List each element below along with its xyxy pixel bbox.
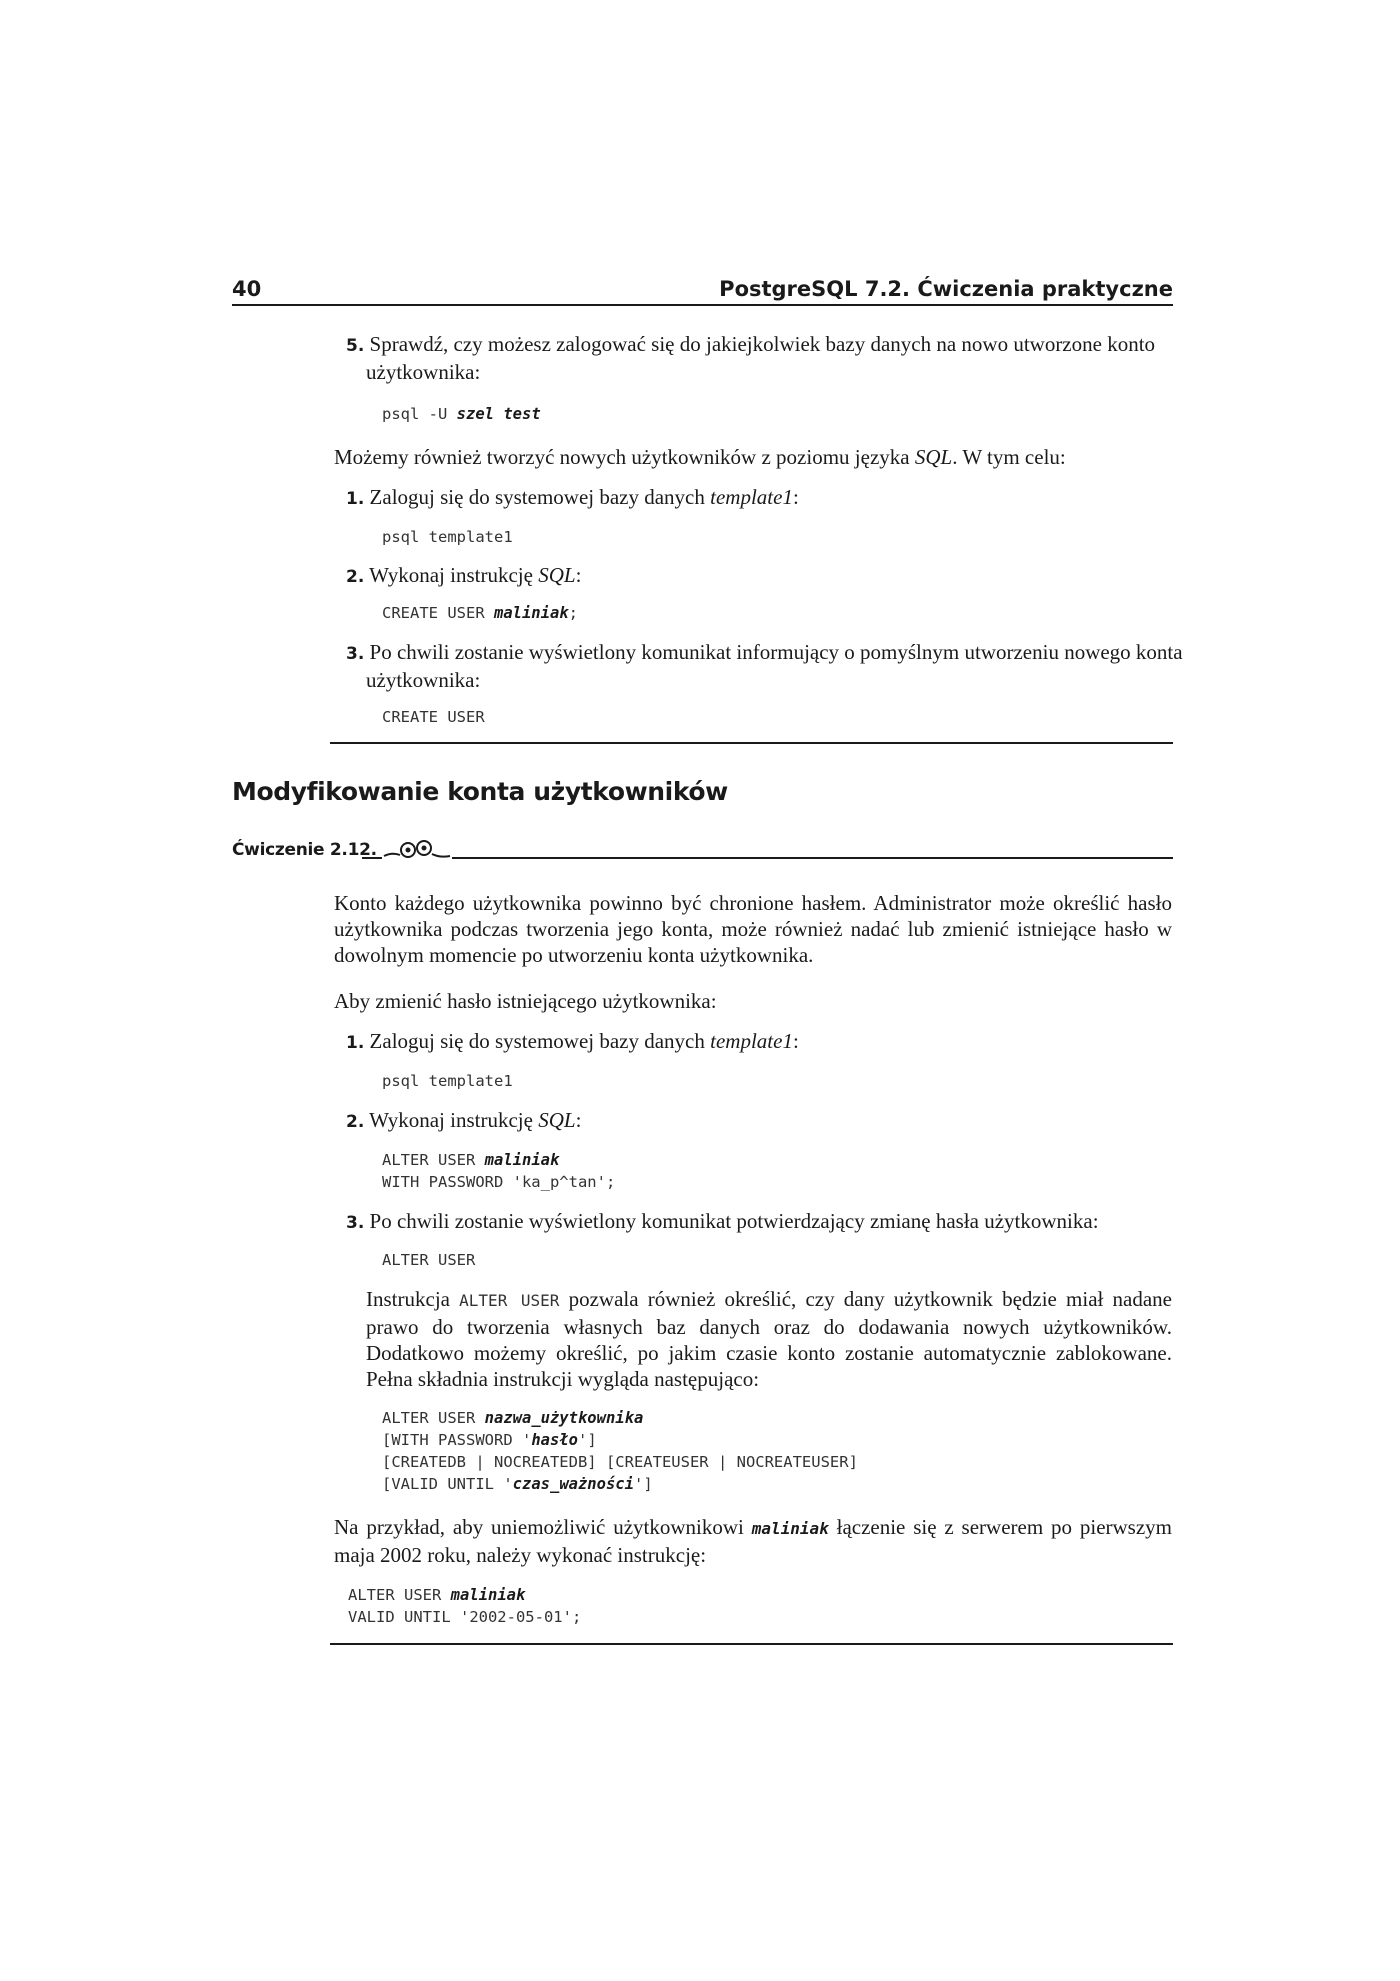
page-number: 40 bbox=[232, 277, 262, 301]
code-block-create-user: CREATE USER maliniak; bbox=[382, 604, 578, 622]
code-block-psql-template-2: psql template1 bbox=[382, 1072, 513, 1090]
running-head: PostgreSQL 7.2. Ćwiczenia praktyczne bbox=[719, 277, 1173, 301]
ornament-icon bbox=[382, 836, 452, 862]
code-block-alter-password: ALTER USER maliniak WITH PASSWORD 'ka_p^tan'; bbox=[382, 1151, 616, 1191]
code-block-alter-result: ALTER USER bbox=[382, 1251, 476, 1269]
step-text: Sprawdź, czy możesz zalogować się do jakiejkolwiek bazy danych na nowo utworzone konto użytkownika: bbox=[366, 332, 1156, 384]
exercise-rule bbox=[362, 857, 1173, 859]
code-block-syntax: ALTER USER nazwa_użytkownika [WITH PASSWORD 'hasło'] [CREATEDB | NOCREATEDB] [CREATEUSER | NOCREATEUSER] [VALID UNTIL 'czas_ważności'] bbox=[382, 1409, 858, 1493]
page-header bbox=[232, 270, 1173, 306]
code-block-psql-template: psql template1 bbox=[382, 528, 513, 546]
divider-bottom bbox=[330, 1643, 1173, 1645]
step-1-create: 1. Zaloguj się do systemowej bazy danych template1: bbox=[346, 485, 799, 509]
intro-paragraph: Możemy również tworzyć nowych użytkowników z poziomu języka SQL. W tym celu: bbox=[334, 445, 1066, 469]
step-1-alter: 1. Zaloguj się do systemowej bazy danych template1: bbox=[346, 1029, 799, 1053]
code-block-create-result: CREATE USER bbox=[382, 708, 485, 726]
exercise-label: Ćwiczenie 2.12. bbox=[232, 840, 377, 860]
section-title: Modyfikowanie konta użytkowników bbox=[232, 777, 728, 806]
step-3-create: 3. Po chwili zostanie wyświetlony komunikat informujący o pomyślnym utworzeniu nowego konta użytkownika: bbox=[346, 640, 1183, 692]
code-block-psql-user: psql -U szel test bbox=[382, 405, 541, 423]
step-2-create: 2. Wykonaj instrukcję SQL: bbox=[346, 563, 582, 587]
step-2-alter: 2. Wykonaj instrukcję SQL: bbox=[346, 1108, 582, 1132]
paragraph-change-password: Aby zmienić hasło istniejącego użytkownika: bbox=[334, 989, 717, 1013]
divider bbox=[330, 742, 1173, 744]
exercise-heading bbox=[232, 836, 1173, 866]
step-number: 5. bbox=[346, 336, 365, 356]
paragraph-intro-password: Konto każdego użytkownika powinno być chronione hasłem. Administrator może określić hasło użytkownika podczas tworzenia jego konta, może również nadać lub zmienić istniejące hasło w dowolnym momencie po utworzeniu konta użytkownika. bbox=[334, 891, 1172, 967]
step-5 bbox=[346, 331, 1190, 385]
step-3-alter: 3. Po chwili zostanie wyświetlony komunikat potwierdzający zmianę hasła użytkownika: bbox=[346, 1209, 1099, 1233]
paragraph-note: Instrukcja ALTER USER pozwala również określić, czy dany użytkownik będzie miał nadane prawo do tworzenia własnych baz danych oraz do dodawania nowych użytkowników. Dodatkowo możemy określić, po jakim czasie konto zostanie automatycznie zablokowane. Pełna składnia instrukcji wygląda następująco: bbox=[366, 1287, 1173, 1391]
paragraph-example: Na przykład, aby uniemożliwić użytkownikowi maliniak łączenie się z serwerem po pierwszym maja 2002 roku, należy wykonać instrukcję: bbox=[334, 1515, 1173, 1567]
code-block-valid-until: ALTER USER maliniak VALID UNTIL '2002-05-01'; bbox=[348, 1586, 582, 1626]
